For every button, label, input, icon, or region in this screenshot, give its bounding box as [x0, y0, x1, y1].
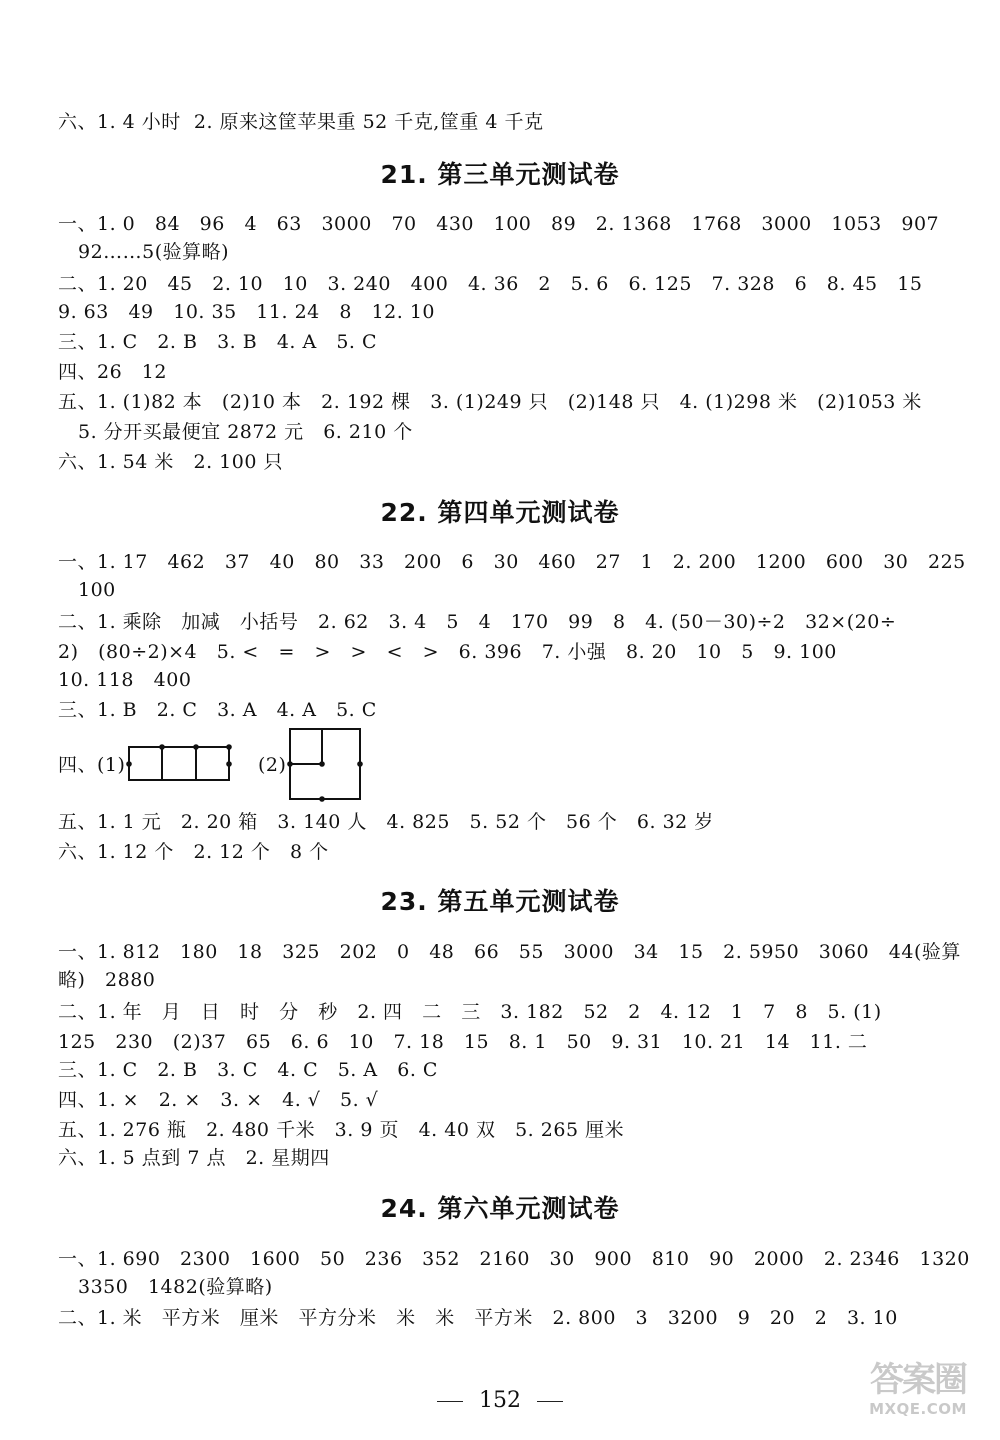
watermark-logo — [858, 1360, 978, 1430]
answer-line: 六、1. 54 米 2. 100 只 — [58, 451, 283, 473]
grid-figure-1-drawing — [124, 744, 234, 784]
section-title-24: 24. 第六单元测试卷 — [380, 1194, 620, 1223]
section-title-23: 23. 第五单元测试卷 — [380, 887, 620, 916]
answer-line: 三、1. C 2. B 3. B 4. A 5. C — [58, 331, 378, 353]
answer-line: 五、1. (1)82 本 (2)10 本 2. 192 棵 3. (1)249 只 (2)148 只 4. (1)298 米 (2)1053 米 — [58, 391, 922, 413]
answer-line: 100 — [78, 579, 116, 601]
answer-line: 一、1. 0 84 96 4 63 3000 70 430 100 89 2. 1368 1768 3000 1053 907 — [58, 213, 940, 235]
answer-line: 二、1. 年 月 日 时 分 秒 2. 四 二 三 3. 182 52 2 4. 12 1 7 8 5. (1) — [58, 1001, 882, 1023]
section-title-21: 21. 第三单元测试卷 — [380, 160, 620, 189]
answer-line: 四、26 12 — [58, 361, 167, 383]
answer-line: 三、1. B 2. C 3. A 4. A 5. C — [58, 699, 377, 721]
answer-line: 六、1. 12 个 2. 12 个 8 个 — [58, 841, 329, 863]
answer-line: (2) — [258, 754, 287, 776]
answer-line: 四、(1) — [58, 754, 126, 776]
answer-line: 略) 2880 — [58, 969, 156, 991]
answer-line: 一、1. 812 180 18 325 202 0 48 66 55 3000 34 15 2. 5950 3060 44(验算 — [58, 941, 961, 963]
answer-line: 二、1. 米 平方米 厘米 平方分米 米 米 平方米 2. 800 3 3200 9 20 2 3. 10 — [58, 1307, 898, 1329]
answer-line: 125 230 (2)37 65 6. 6 10 7. 18 15 8. 1 50 9. 31 10. 21 14 11. 二 — [58, 1031, 868, 1053]
section-title-22: 22. 第四单元测试卷 — [380, 498, 620, 527]
grid-figure-2-drawing — [284, 724, 364, 804]
page-number-value: 152 — [479, 1388, 521, 1413]
page-number-dash-left — [437, 1401, 463, 1402]
answer-line: 3350 1482(验算略) — [78, 1276, 273, 1298]
watermark-logo-url: MXQE.COM — [869, 1400, 967, 1418]
answer-line: 五、1. 1 元 2. 20 箱 3. 140 人 4. 825 5. 52 个 56 个 6. 32 岁 — [58, 811, 714, 833]
answer-line: 五、1. 276 瓶 2. 480 千米 3. 9 页 4. 40 双 5. 265 厘米 — [58, 1119, 625, 1141]
answer-line: 二、1. 20 45 2. 10 10 3. 240 400 4. 36 2 5. 6 6. 125 7. 328 6 8. 45 15 — [58, 273, 923, 295]
answer-line: 10. 118 400 — [58, 669, 192, 691]
grid-figure-1 — [124, 744, 234, 784]
answer-line: 二、1. 乘除 加减 小括号 2. 62 3. 4 5 4 170 99 8 4. (50－30)÷2 32×(20÷ — [58, 611, 897, 633]
answer-line: 六、1. 5 点到 7 点 2. 星期四 — [58, 1147, 330, 1169]
answer-line: 一、1. 690 2300 1600 50 236 352 2160 30 900 810 90 2000 2. 2346 1320 — [58, 1248, 970, 1270]
grid-figure-2 — [284, 724, 364, 804]
answer-line: 2) (80÷2)×4 5. < = > > < > 6. 396 7. 小强 8. 20 10 5 9. 100 — [58, 641, 837, 663]
watermark-logo-text: 答案圈 — [870, 1360, 966, 1400]
page-number — [0, 1388, 1000, 1414]
answer-line: 四、1. × 2. × 3. × 4. √ 5. √ — [58, 1089, 379, 1111]
answer-line: 一、1. 17 462 37 40 80 33 200 6 30 460 27 1 2. 200 1200 600 30 225 — [58, 551, 966, 573]
answer-line: 9. 63 49 10. 35 11. 24 8 12. 10 — [58, 301, 436, 323]
answer-line: 92……5(验算略) — [78, 241, 230, 263]
answer-line: 5. 分开买最便宜 2872 元 6. 210 个 — [78, 421, 413, 443]
answer-line: 三、1. C 2. B 3. C 4. C 5. A 6. C — [58, 1059, 438, 1081]
page-number-dash-right — [537, 1401, 563, 1402]
answer-line: 六、1. 4 小时 2. 原来这筐苹果重 52 千克,筐重 4 千克 — [58, 111, 544, 133]
